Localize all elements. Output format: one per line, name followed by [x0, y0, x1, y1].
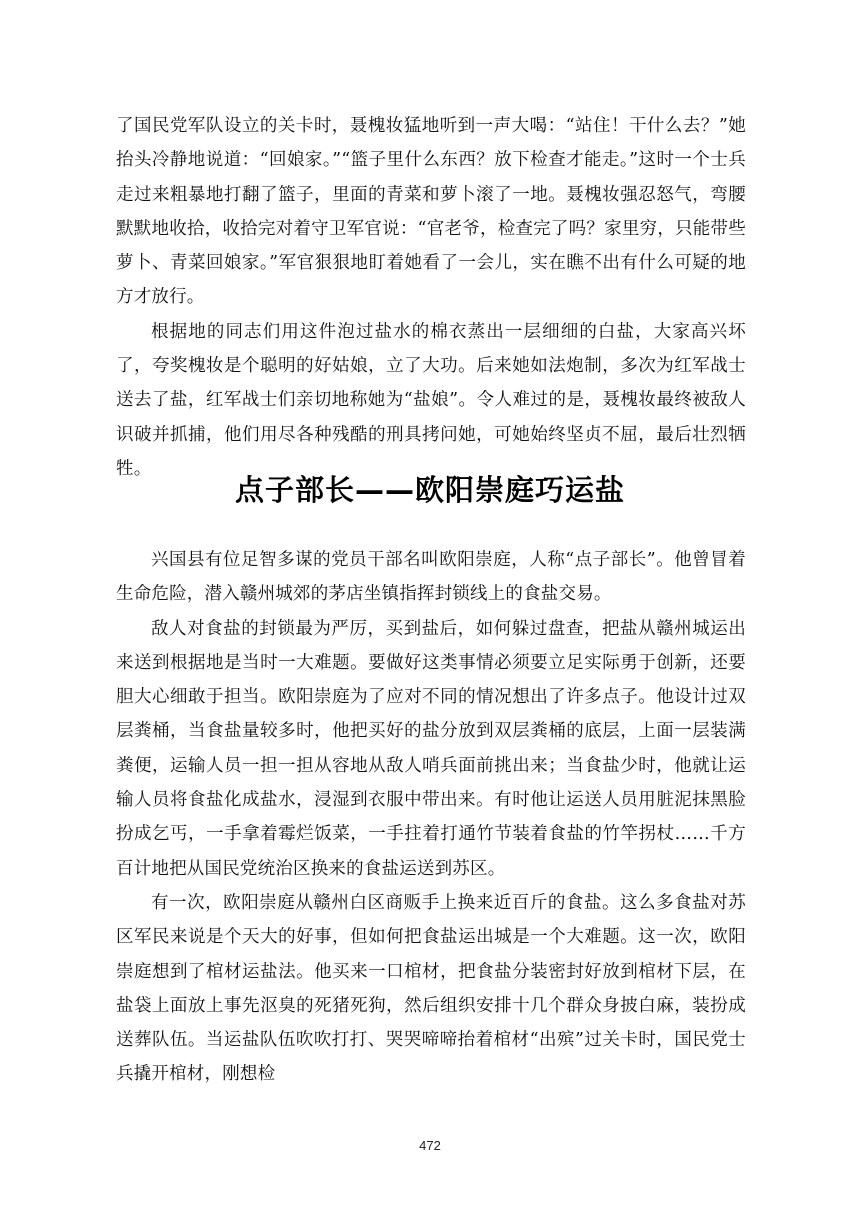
paragraph: 有一次，欧阳崇庭从赣州白区商贩手上换来近百斤的食盐。这么多食盐对苏区军民来说是个天大的好事，但如何把食盐运出城是一个大难题。这一次，欧阳崇庭想到了棺材运盐法。他买来一口棺材，把食盐分装密封好放到棺材下层，在盐袋上面放上事先沤臭的死猪死狗，然后组织安排十几个群众身披白麻，装扮成送葬队伍。当运盐队伍吹吹打打、哭哭啼啼抬着棺材“出殡”过关卡时，国民党士兵撬开棺材，刚想检: [116, 892, 746, 1085]
paragraph: 敌人对食盐的封锁最为严厉，买到盐后，如何躲过盘查，把盐从赣州城运出来送到根据地是当时一大难题。要做好这类事情必须要立足实际勇于创新，还要胆大心细敢于担当。欧阳崇庭为了应对不同的情况想出了许多点子。他设计过双层粪桶，当食盐量较多时，他把买好的盐分放到双层粪桶的底层，上面一层装满粪便，运输人员一担一担从容地从敌人哨兵面前挑出来；当食盐少时，他就让运输人员将食盐化成盐水，浸湿到衣服中带出来。有时他让运送人员用脏泥抹黑脸扮成乞丐，一手拿着霉烂饭菜，一手拄着打通竹节装着食盐的竹竿拐杖……千方百计地把从国民党统治区换来的食盐运送到苏区。: [116, 618, 746, 879]
paragraph: 根据地的同志们用这件泡过盐水的棉衣蒸出一层细细的白盐，大家高兴坏了，夸奖槐妆是个聪明的好姑娘，立了大功。后来她如法炮制，多次为红军战士送去了盐，红军战士们亲切地称她为“盐娘”。令人难过的是，聂槐妆最终被敌人识破并抓捕，他们用尽各种残酷的刑具拷问她，可她始终坚贞不屈，最后壮烈牺牲。: [116, 321, 746, 479]
section-2-text: [116, 543, 746, 1092]
paragraph-continued: 了国民党军队设立的关卡时，聂槐妆猛地听到一声大喝：“站住！干什么去？”她抬头冷静地说道：“回娘家。”“篮子里什么东西？放下检查才能走。”这时一个士兵走过来粗暴地打翻了篮子，里面的青菜和萝卜滚了一地。聂槐妆强忍怒气，弯腰默默地收拾，收拾完对着守卫军官说：“官老爷，检查完了吗？家里穷，只能带些萝卜、青菜回娘家。”军官狠狠地盯着她看了一会儿，实在瞧不出有什么可疑的地方才放行。: [116, 116, 746, 308]
page-number: 472: [419, 1138, 441, 1153]
section-title: 点子部长——欧阳崇庭巧运盐: [234, 473, 625, 507]
section-1-text: [116, 109, 746, 486]
paragraph: 兴国县有位足智多谋的党员干部名叫欧阳崇庭，人称“点子部长”。他曾冒着生命危险，潜入赣州城郊的茅店坐镇指挥封锁线上的食盐交易。: [116, 550, 746, 605]
